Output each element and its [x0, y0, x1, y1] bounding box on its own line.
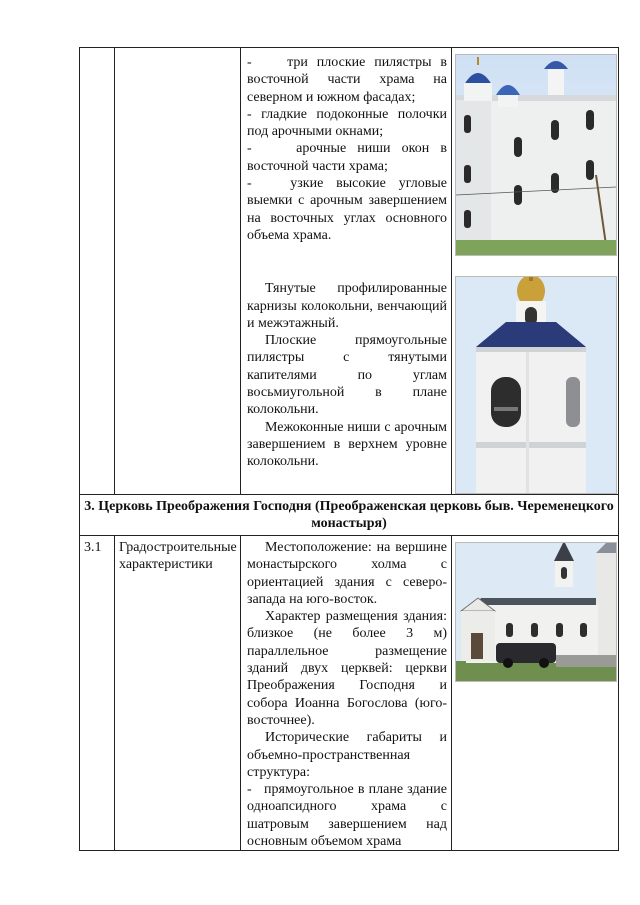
section-header-row [80, 495, 619, 536]
feature-item: - арочные ниши окон в восточной части храма; [247, 141, 447, 174]
feature-paragraph: Тянутые профилированные карнизы колокольни, венчающий и межэтажный. [247, 281, 447, 331]
section-title: 3. Церковь Преображения Господня (Преображенская церковь быв. Череменецкого монастыря) [84, 499, 614, 531]
feature-item: - узкие высокие угловые выемки с арочным завершением на восточных углах основного объема храма. [247, 176, 447, 243]
church-facade-photo [455, 54, 617, 256]
description-paragraph: Местоположение: на вершине монастырского холма с ориентацией здания с северо-запада на юго-восток. [247, 540, 447, 607]
row-label: Градостроительные характеристики [119, 540, 237, 573]
row-number-cell [80, 48, 115, 495]
row-label-cell [115, 536, 241, 851]
list-item: - прямоугольное в плане здание одноапсидного храма с шатровым завершением над основным объемом храма [247, 782, 447, 850]
description-cell [241, 48, 452, 495]
description-paragraph: Исторические габариты и объемно-пространственная структура: [247, 730, 447, 780]
section-title-cell [80, 495, 619, 536]
row-number-cell: 3.1 [80, 536, 115, 851]
features-table [79, 47, 619, 851]
feature-item: - гладкие подоконные полочки под арочными окнами; [247, 106, 447, 140]
photo-cell [452, 48, 619, 495]
bell-tower-photo [455, 276, 617, 494]
description-cell [241, 536, 452, 851]
row-label-cell [115, 48, 241, 495]
photo-cell [452, 536, 619, 851]
feature-paragraph: Межоконные ниши с арочным завершением в верхнем уровне колокольни. [247, 419, 447, 470]
table-row [80, 48, 619, 495]
table-row [80, 536, 619, 851]
description-paragraph: Характер размещения здания: близкое (не более 3 м) параллельное размещение зданий двух церквей: церкви Преображения Господня и собора Иоанна Богослова (юго-восточнее). [247, 609, 447, 728]
feature-paragraph: Плоские прямоугольные пилястры с тянутыми капителями по углам восьмиугольной в плане колокольни. [247, 333, 447, 418]
transfiguration-church-photo [455, 542, 617, 682]
feature-item: - три плоские пилястры в восточной части храма на северном и южном фасадах; [247, 55, 447, 105]
